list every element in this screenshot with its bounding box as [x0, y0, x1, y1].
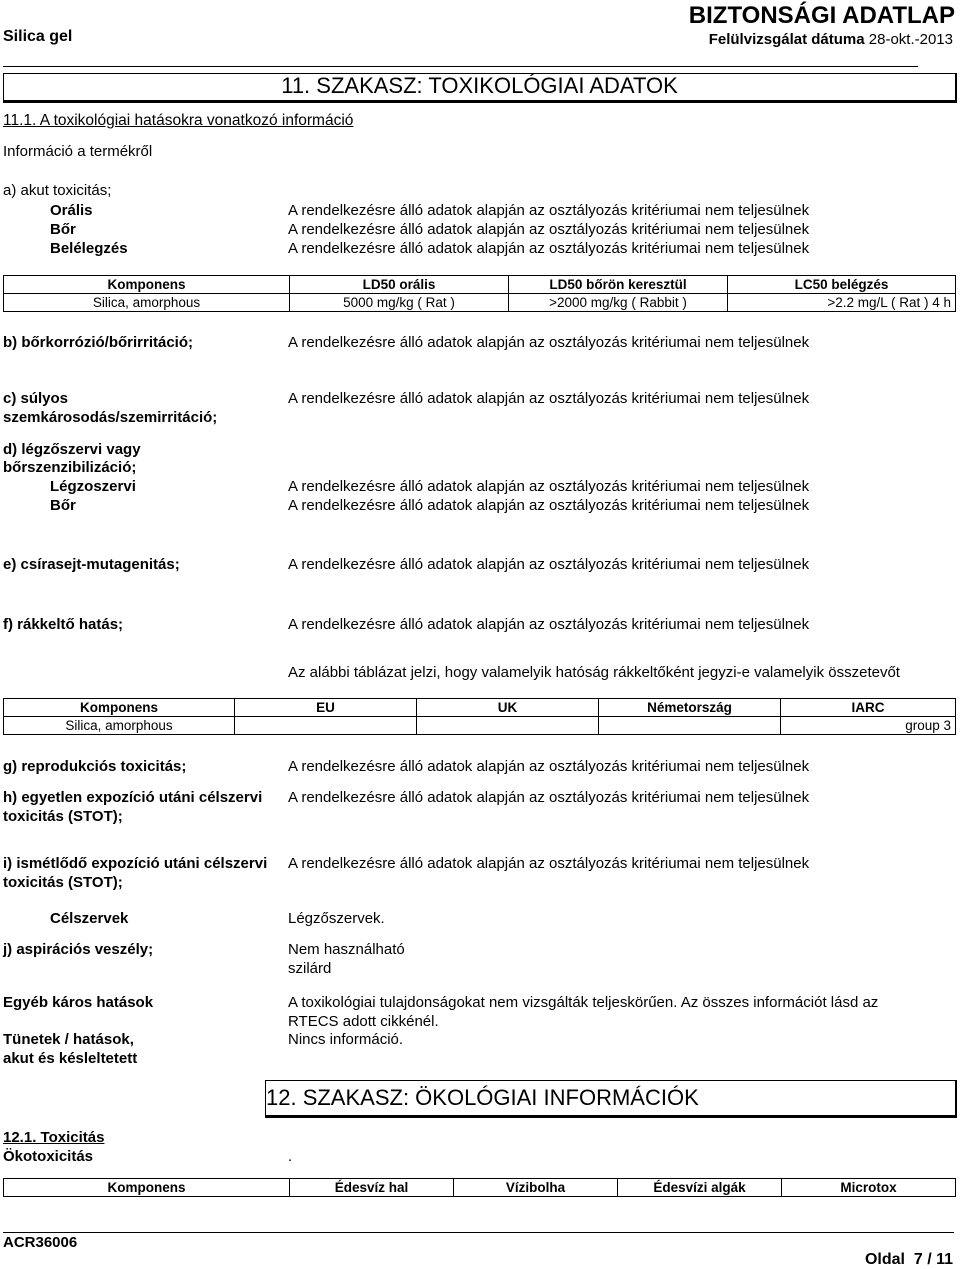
- revision-label: Felülvizsgálat dátuma: [708, 31, 865, 48]
- page-value: 7 / 11: [913, 1251, 953, 1268]
- sensitization-label-1: d) légzőszervi vagy: [3, 441, 141, 458]
- section-11-1-heading: 11.1. A toxikológiai hatásokra vonatkozó információ: [3, 112, 354, 129]
- table-header-cell: Édesvízi algák: [618, 1179, 782, 1197]
- oral-value: A rendelkezésre álló adatok alapján az osztályozás kritériumai nem teljesülnek: [288, 202, 810, 219]
- table-cell: >2.2 mg/L ( Rat ) 4 h: [728, 294, 956, 312]
- section-12-title-text: 12. SZAKASZ: ÖKOLÓGIAI INFORMÁCIÓK: [266, 1085, 699, 1110]
- table-header-cell: LC50 belégzés: [728, 276, 956, 294]
- ld50-table: [3, 275, 956, 312]
- carcinogenicity-value: A rendelkezésre álló adatok alapján az osztályozás kritériumai nem teljesülnek: [288, 616, 810, 633]
- table-header-cell: Németország: [599, 699, 781, 717]
- skin-label: Bőr: [50, 221, 76, 238]
- mutagenicity-label: e) csírasejt-mutagenitás;: [3, 556, 180, 573]
- table-header-cell: IARC: [781, 699, 956, 717]
- eye-damage-label-1: c) súlyos: [3, 390, 69, 407]
- footer-rule: [3, 1232, 954, 1233]
- symptoms-label-2: akut és késleltetett: [3, 1050, 138, 1067]
- table-header-row: [4, 1179, 956, 1197]
- target-organs-label: Célszervek: [50, 910, 129, 927]
- acute-toxicity-label: a) akut toxicitás;: [3, 182, 112, 199]
- header-rule: [3, 66, 918, 67]
- document-title: BIZTONSÁGI ADATLAP: [688, 2, 955, 29]
- stot-re-label-2: toxicitás (STOT);: [3, 874, 123, 891]
- table-header-cell: Édesvíz hal: [290, 1179, 454, 1197]
- carcinogenicity-label: f) rákkeltő hatás;: [3, 616, 124, 633]
- skin-corrosion-value: A rendelkezésre álló adatok alapján az osztályozás kritériumai nem teljesülnek: [288, 334, 810, 351]
- inhalation-value: A rendelkezésre álló adatok alapján az osztályozás kritériumai nem teljesülnek: [288, 240, 810, 257]
- respiratory-label: Légzoszervi: [50, 478, 136, 495]
- table-cell: Silica, amorphous: [4, 717, 235, 735]
- sensitization-label-2: bőrszenzibilizáció;: [3, 459, 137, 476]
- mutagenicity-value: A rendelkezésre álló adatok alapján az osztályozás kritériumai nem teljesülnek: [288, 556, 810, 573]
- stot-se-label-1: h) egyetlen expozíció utáni célszervi: [3, 789, 263, 806]
- section-12-1-heading: 12.1. Toxicitás: [3, 1129, 105, 1146]
- table-cell: >2000 mg/kg ( Rabbit ): [509, 294, 728, 312]
- carcinogen-table: [3, 698, 956, 735]
- skin-value: A rendelkezésre álló adatok alapján az osztályozás kritériumai nem teljesülnek: [288, 221, 810, 238]
- aspiration-value-2: szilárd: [288, 960, 332, 977]
- symptoms-label-1: Tünetek / hatások,: [3, 1031, 134, 1048]
- table-cell: [599, 717, 781, 735]
- inhalation-label: Belélegzés: [50, 240, 128, 257]
- respiratory-value: A rendelkezésre álló adatok alapján az osztályozás kritériumai nem teljesülnek: [288, 478, 810, 495]
- table-row: [4, 717, 956, 735]
- table-header-cell: LD50 orális: [290, 276, 509, 294]
- table-header-row: [4, 276, 956, 294]
- page-number: [865, 1251, 953, 1269]
- table-cell: 5000 mg/kg ( Rat ): [290, 294, 509, 312]
- ecotox-table: [3, 1178, 956, 1197]
- aspiration-value-1: Nem használható: [288, 941, 405, 958]
- stot-re-label-1: i) ismétlődő expozíció utáni célszervi: [3, 855, 268, 872]
- other-effects-label: Egyéb káros hatások: [3, 994, 154, 1011]
- table-cell: [417, 717, 599, 735]
- table-header-cell: Microtox: [782, 1179, 956, 1197]
- other-effects-value-1: A toxikológiai tulajdonságokat nem vizsgálták teljeskörűen. Az összes információt lásd az: [288, 994, 879, 1011]
- table-cell: Silica, amorphous: [4, 294, 290, 312]
- table-header-cell: UK: [417, 699, 599, 717]
- table-header-cell: Komponens: [4, 276, 290, 294]
- product-name: Silica gel: [3, 28, 73, 45]
- document-code: ACR36006: [3, 1234, 78, 1251]
- table-header-cell: EU: [235, 699, 417, 717]
- table-cell: group 3: [781, 717, 956, 735]
- product-info-heading: Információ a termékről: [3, 143, 153, 160]
- skin-sens-value: A rendelkezésre álló adatok alapján az osztályozás kritériumai nem teljesülnek: [288, 497, 810, 514]
- other-effects-value-2: RTECS adott cikkénél.: [288, 1013, 439, 1030]
- carcinogen-note: Az alábbi táblázat jelzi, hogy valamelyik hatóság rákkeltőként jegyzi-e valamelyik összetevőt: [288, 664, 900, 681]
- table-header-cell: Komponens: [4, 1179, 290, 1197]
- ecotoxicity-label: Ökotoxicitás: [3, 1148, 94, 1165]
- ecotoxicity-value: .: [288, 1148, 293, 1165]
- section-11-title-text: 11. SZAKASZ: TOXIKOLÓGIAI ADATOK: [281, 73, 678, 98]
- page-label: Oldal: [864, 1251, 905, 1268]
- eye-damage-label-2: szemkárosodás/szemirritáció;: [3, 409, 218, 426]
- skin-corrosion-label: b) bőrkorrózió/bőrirritáció;: [3, 334, 194, 351]
- target-organs-value: Légzőszervek.: [288, 910, 385, 927]
- skin-sens-label: Bőr: [50, 497, 76, 514]
- revision-date-line: [709, 31, 953, 48]
- symptoms-value: Nincs információ.: [288, 1031, 404, 1048]
- revision-date: 28-okt.-2013: [868, 31, 953, 48]
- table-header-cell: Vízibolha: [454, 1179, 618, 1197]
- table-header-cell: LD50 bőrön keresztül: [509, 276, 728, 294]
- eye-damage-value: A rendelkezésre álló adatok alapján az osztályozás kritériumai nem teljesülnek: [288, 390, 810, 407]
- stot-re-value: A rendelkezésre álló adatok alapján az osztályozás kritériumai nem teljesülnek: [288, 855, 810, 872]
- reproductive-value: A rendelkezésre álló adatok alapján az osztályozás kritériumai nem teljesülnek: [288, 758, 810, 775]
- stot-se-label-2: toxicitás (STOT);: [3, 808, 123, 825]
- table-header-cell: Komponens: [4, 699, 235, 717]
- oral-label: Orális: [50, 202, 93, 219]
- aspiration-label: j) aspirációs veszély;: [3, 941, 154, 958]
- table-cell: [235, 717, 417, 735]
- section-12-title: [265, 1080, 957, 1118]
- stot-se-value: A rendelkezésre álló adatok alapján az osztályozás kritériumai nem teljesülnek: [288, 789, 810, 806]
- section-11-title: [3, 73, 957, 103]
- table-row: [4, 294, 956, 312]
- table-header-row: [4, 699, 956, 717]
- reproductive-label: g) reprodukciós toxicitás;: [3, 758, 187, 775]
